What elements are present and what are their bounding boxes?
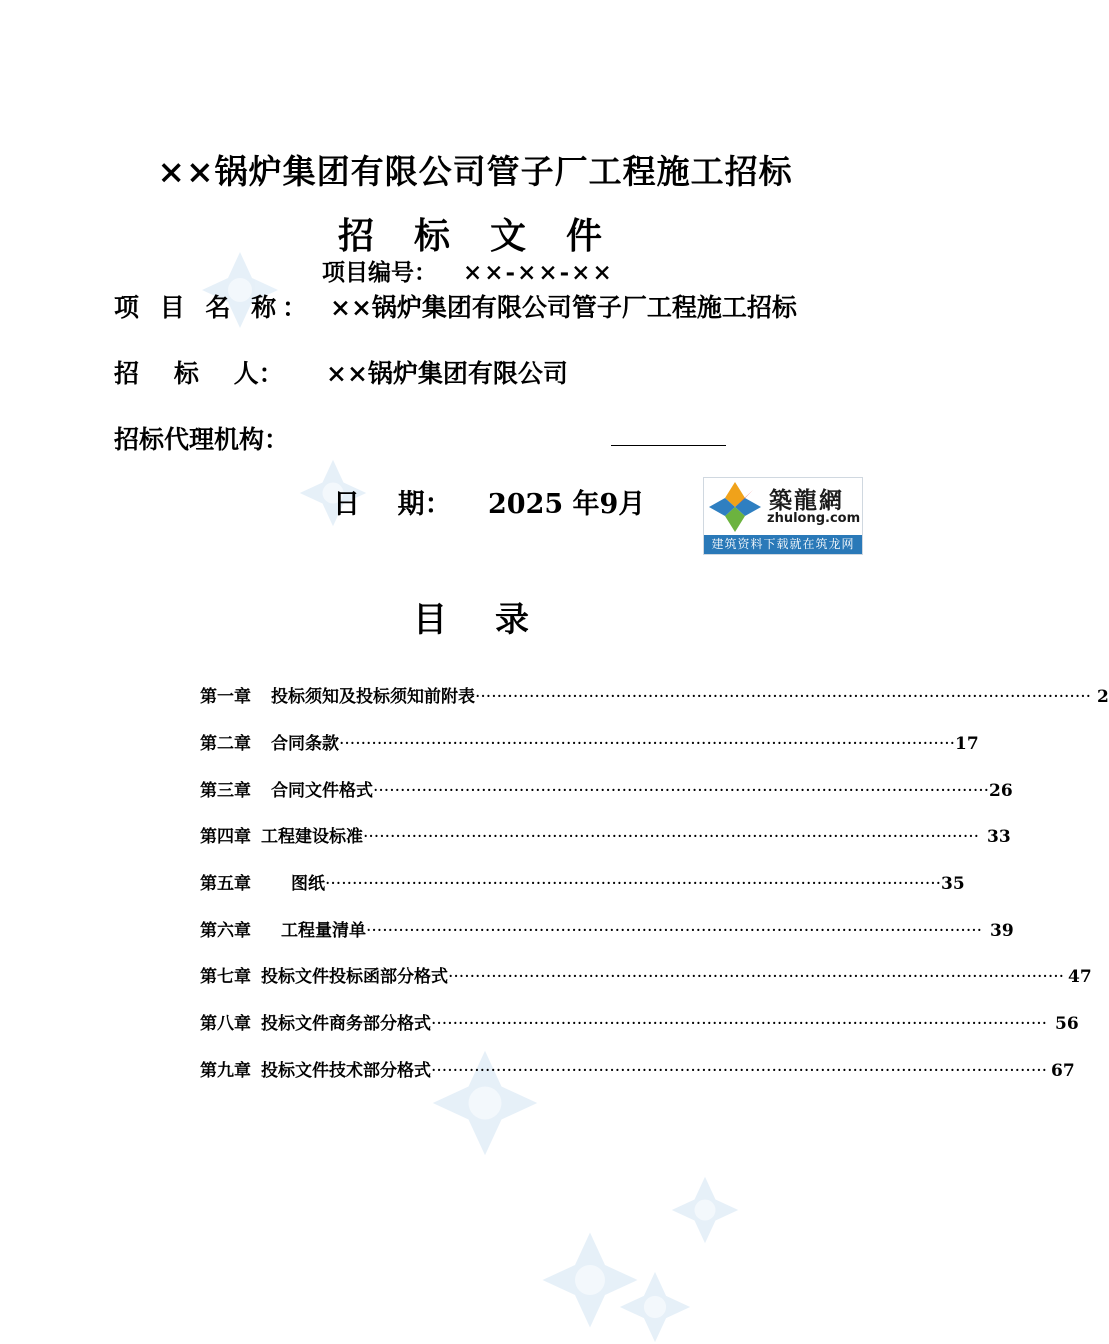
- agency-label: 招标代理机构：: [114, 425, 290, 454]
- toc-chapter: 第四章: [200, 827, 251, 847]
- project-name-value: ××锅炉集团有限公司管子厂工程施工招标: [330, 293, 797, 322]
- toc-entry[interactable]: [200, 729, 979, 755]
- toc-entry[interactable]: [200, 682, 1109, 708]
- zhulong-logo: [703, 477, 863, 555]
- project-number: [322, 254, 614, 287]
- toc-entry-text: 工程量清单: [281, 921, 366, 941]
- toc-leader-dots: ··················································································································: [363, 827, 980, 847]
- toc-entry[interactable]: [200, 869, 965, 895]
- toc-page-number: 17: [955, 734, 979, 754]
- logo-domain: zhulong.com: [767, 511, 861, 526]
- watermark-emblem: [615, 1270, 695, 1344]
- toc-chapter: 第八章: [200, 1014, 251, 1034]
- toc-entry-text: 投标文件投标函部分格式: [261, 967, 448, 987]
- logo-slogan: 建筑资料下载就在筑龙网: [704, 535, 862, 554]
- toc-entry-text: 投标文件技术部分格式: [261, 1061, 431, 1081]
- toc-page-number: 47: [1068, 967, 1092, 987]
- toc-entry[interactable]: [200, 962, 1092, 988]
- tenderer-label: 招 标 人：: [114, 359, 284, 388]
- toc-entry-text: 投标须知及投标须知前附表: [271, 687, 475, 707]
- toc-leader-dots: ··················································································································: [475, 687, 1092, 707]
- toc-leader-dots: ··················································································································: [448, 967, 1065, 987]
- toc-page-number: 2: [1097, 687, 1109, 707]
- toc-page-number: 26: [989, 781, 1013, 801]
- toc-page-number: 33: [987, 827, 1011, 847]
- toc-chapter: 第六章: [200, 921, 251, 941]
- tenderer-value: ××锅炉集团有限公司: [326, 359, 568, 388]
- date-value: 2025 年9月: [488, 489, 646, 520]
- toc-leader-dots: ··················································································································: [431, 1061, 1048, 1081]
- toc-leader-dots: ··················································································································: [431, 1014, 1048, 1034]
- toc-leader-dots: ··················································································································: [366, 921, 983, 941]
- project-number-label: 项目编号：: [322, 259, 437, 286]
- document-title: ××锅炉集团有限公司管子厂工程施工招标: [157, 152, 793, 191]
- toc-page-number: 56: [1055, 1014, 1079, 1034]
- toc-entry-text: 合同条款: [271, 734, 339, 754]
- zhulong-logo-icon: [707, 480, 763, 534]
- toc-page-number: 39: [990, 921, 1014, 941]
- toc-chapter: 第五章: [200, 874, 251, 894]
- toc-page-number: 35: [941, 874, 965, 894]
- toc-chapter: 第七章: [200, 967, 251, 987]
- logo-name: 築龍網: [769, 487, 844, 514]
- toc-entry[interactable]: [200, 776, 1013, 802]
- toc-leader-dots: ··················································································································: [325, 874, 942, 894]
- toc-entry-text: 投标文件商务部分格式: [261, 1014, 431, 1034]
- toc-leader-dots: ··················································································································: [373, 781, 990, 801]
- toc-chapter: 第九章: [200, 1061, 251, 1081]
- toc-page-number: 67: [1051, 1061, 1075, 1081]
- toc-chapter: 第三章: [200, 781, 251, 801]
- toc-entry-text: 合同文件格式: [271, 781, 373, 801]
- toc-leader-dots: ··················································································································: [339, 734, 956, 754]
- toc-entry-text: 图纸: [291, 874, 325, 894]
- toc-entry[interactable]: [200, 1009, 1079, 1035]
- toc-entry-text: 工程建设标准: [261, 827, 363, 847]
- project-name-label: 项 目 名 称：: [114, 293, 314, 322]
- date-label: 日 期：: [333, 489, 452, 520]
- toc-chapter: 第一章: [200, 687, 251, 707]
- toc-title: 目录: [413, 600, 577, 640]
- document-subtitle: 招标文件: [337, 215, 642, 257]
- agency-blank-line: [611, 445, 726, 446]
- toc-entry[interactable]: [200, 916, 1014, 942]
- watermark-emblem: [670, 1175, 740, 1245]
- toc-chapter: 第二章: [200, 734, 251, 754]
- toc-entry[interactable]: [200, 822, 1011, 848]
- toc-entry[interactable]: [200, 1056, 1075, 1082]
- project-number-value: ××-××-××: [463, 259, 614, 286]
